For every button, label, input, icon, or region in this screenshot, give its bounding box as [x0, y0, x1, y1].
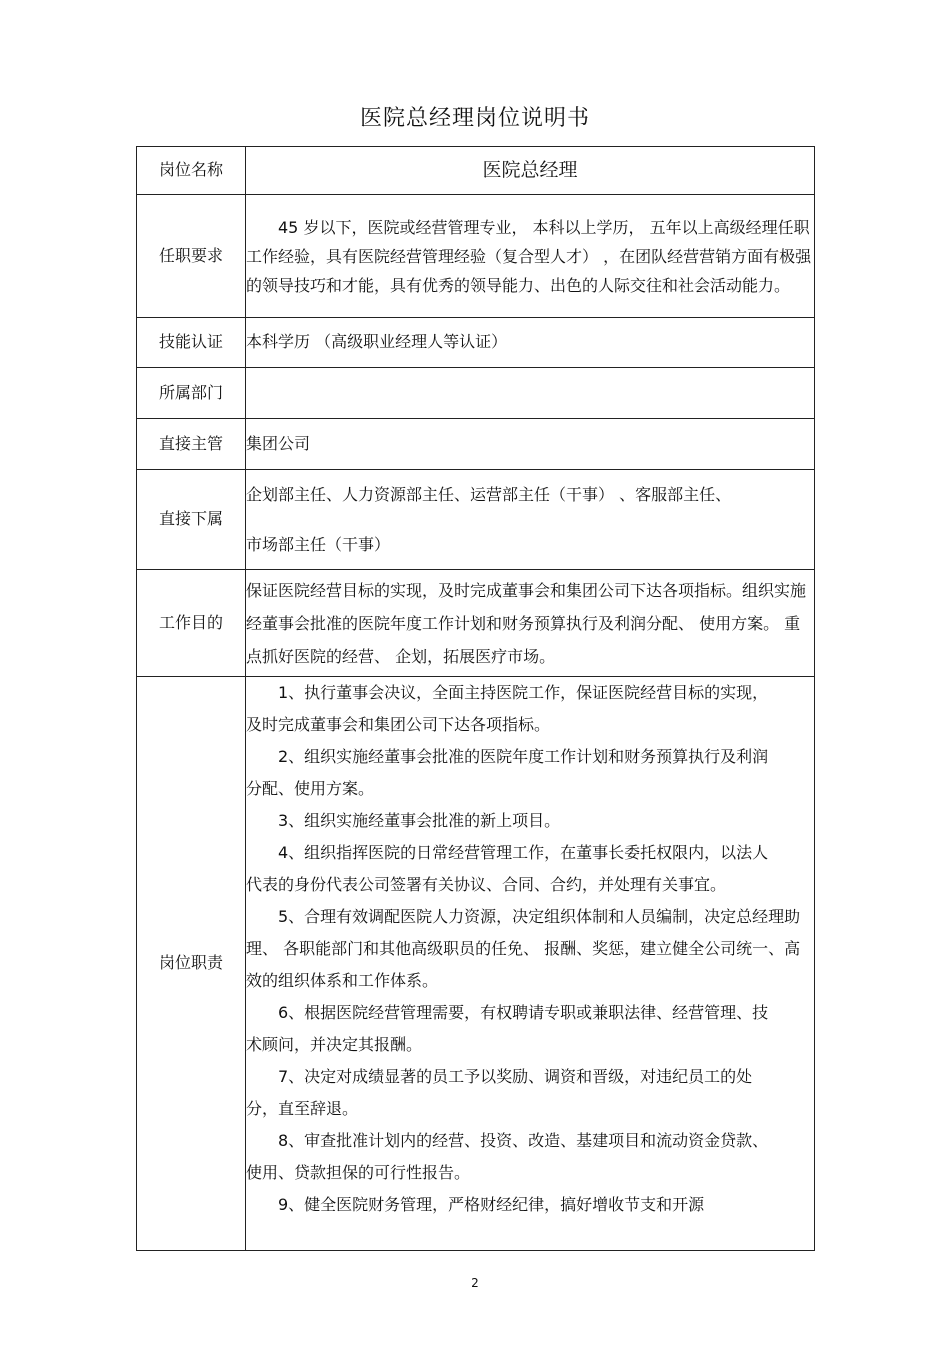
duty-item-3: 3、组织实施经董事会批准的新上项目。 — [278, 811, 561, 830]
page-number: 2 — [471, 1276, 479, 1290]
value-position: 医院总经理 — [246, 147, 815, 195]
duty-item-4: 4、组织指挥医院的日常经营管理工作，在董事长委托权限内，以法人代表的身份代表公司签署有关协议、合同、合约，并处理有关事宜。 — [246, 843, 769, 894]
label-requirements: 任职要求 — [137, 195, 246, 318]
label-objective: 工作目的 — [137, 570, 246, 677]
value-department — [246, 368, 815, 419]
row-subordinates — [137, 470, 815, 570]
row-objective — [137, 570, 815, 677]
duties-list — [246, 677, 814, 1221]
value-objective — [246, 570, 815, 677]
value-duties — [246, 677, 815, 1251]
job-description-table — [136, 146, 815, 1251]
label-position: 岗位名称 — [137, 147, 246, 195]
row-supervisor — [137, 419, 815, 470]
duty-item-7: 7、决定对成绩显著的员工予以奖励、调资和晋级，对违纪员工的处分，直至辞退。 — [246, 1067, 753, 1118]
value-requirements — [246, 195, 815, 318]
label-department: 所属部门 — [137, 368, 246, 419]
duty-item-9: 9、健全医院财务管理，严格财经纪律，搞好增收节支和开源 — [278, 1195, 705, 1214]
duty-item-2: 2、组织实施经董事会批准的医院年度工作计划和财务预算执行及利润分配、使用方案。 — [246, 747, 769, 798]
subordinates-line-2: 市场部主任（干事） — [246, 534, 391, 554]
label-skills: 技能认证 — [137, 318, 246, 368]
label-supervisor: 直接主管 — [137, 419, 246, 470]
duty-item-8: 8、审查批准计划内的经营、投资、改造、基建项目和流动资金贷款、使用、贷款担保的可行性报告。 — [246, 1131, 769, 1182]
row-requirements — [137, 195, 815, 318]
label-duties: 岗位职责 — [137, 677, 246, 1251]
objective-text: 保证医院经营目标的实现，及时完成董事会和集团公司下达各项指标。组织实施经董事会批准的医院年度工作计划和财务预算执行及利润分配、 使用方案。 重点抓好医院的经营、 企划，拓展医疗市场。 — [246, 580, 807, 666]
duty-item-6: 6、根据医院经营管理需要，有权聘请专职或兼职法律、经营管理、技术顾问，并决定其报酬。 — [246, 1003, 769, 1054]
row-department — [137, 368, 815, 419]
row-skills — [137, 318, 815, 368]
duty-item-1: 1、执行董事会决议，全面主持医院工作，保证医院经营目标的实现，及时完成董事会和集团公司下达各项指标。 — [246, 683, 769, 734]
value-skills: 本科学历 （高级职业经理人等认证） — [246, 318, 815, 368]
requirements-text: 45 岁以下，医院或经营管理专业， 本科以上学历， 五年以上高级经理任职工作经验，具有医院经营管理经验（复合型人才） ，在团队经营营销方面有极强的领导技巧和才能，具有优秀的领导能力、出色的人际交往和社会活动能力。 — [246, 217, 812, 295]
label-subordinates: 直接下属 — [137, 470, 246, 570]
duty-item-5: 5、合理有效调配医院人力资源，决定组织体制和人员编制，决定总经理助理、 各职能部门和其他高级职员的任免、 报酬、奖惩，建立健全公司统一、高效的组织体系和工作体系。 — [246, 907, 801, 990]
value-supervisor: 集团公司 — [246, 419, 815, 470]
row-position — [137, 147, 815, 195]
value-subordinates — [246, 470, 815, 570]
document-title: 医院总经理岗位说明书 — [359, 106, 590, 131]
subordinates-line-1: 企划部主任、人力资源部主任、运营部主任（干事） 、客服部主任、 — [246, 484, 732, 504]
row-duties — [137, 677, 815, 1251]
